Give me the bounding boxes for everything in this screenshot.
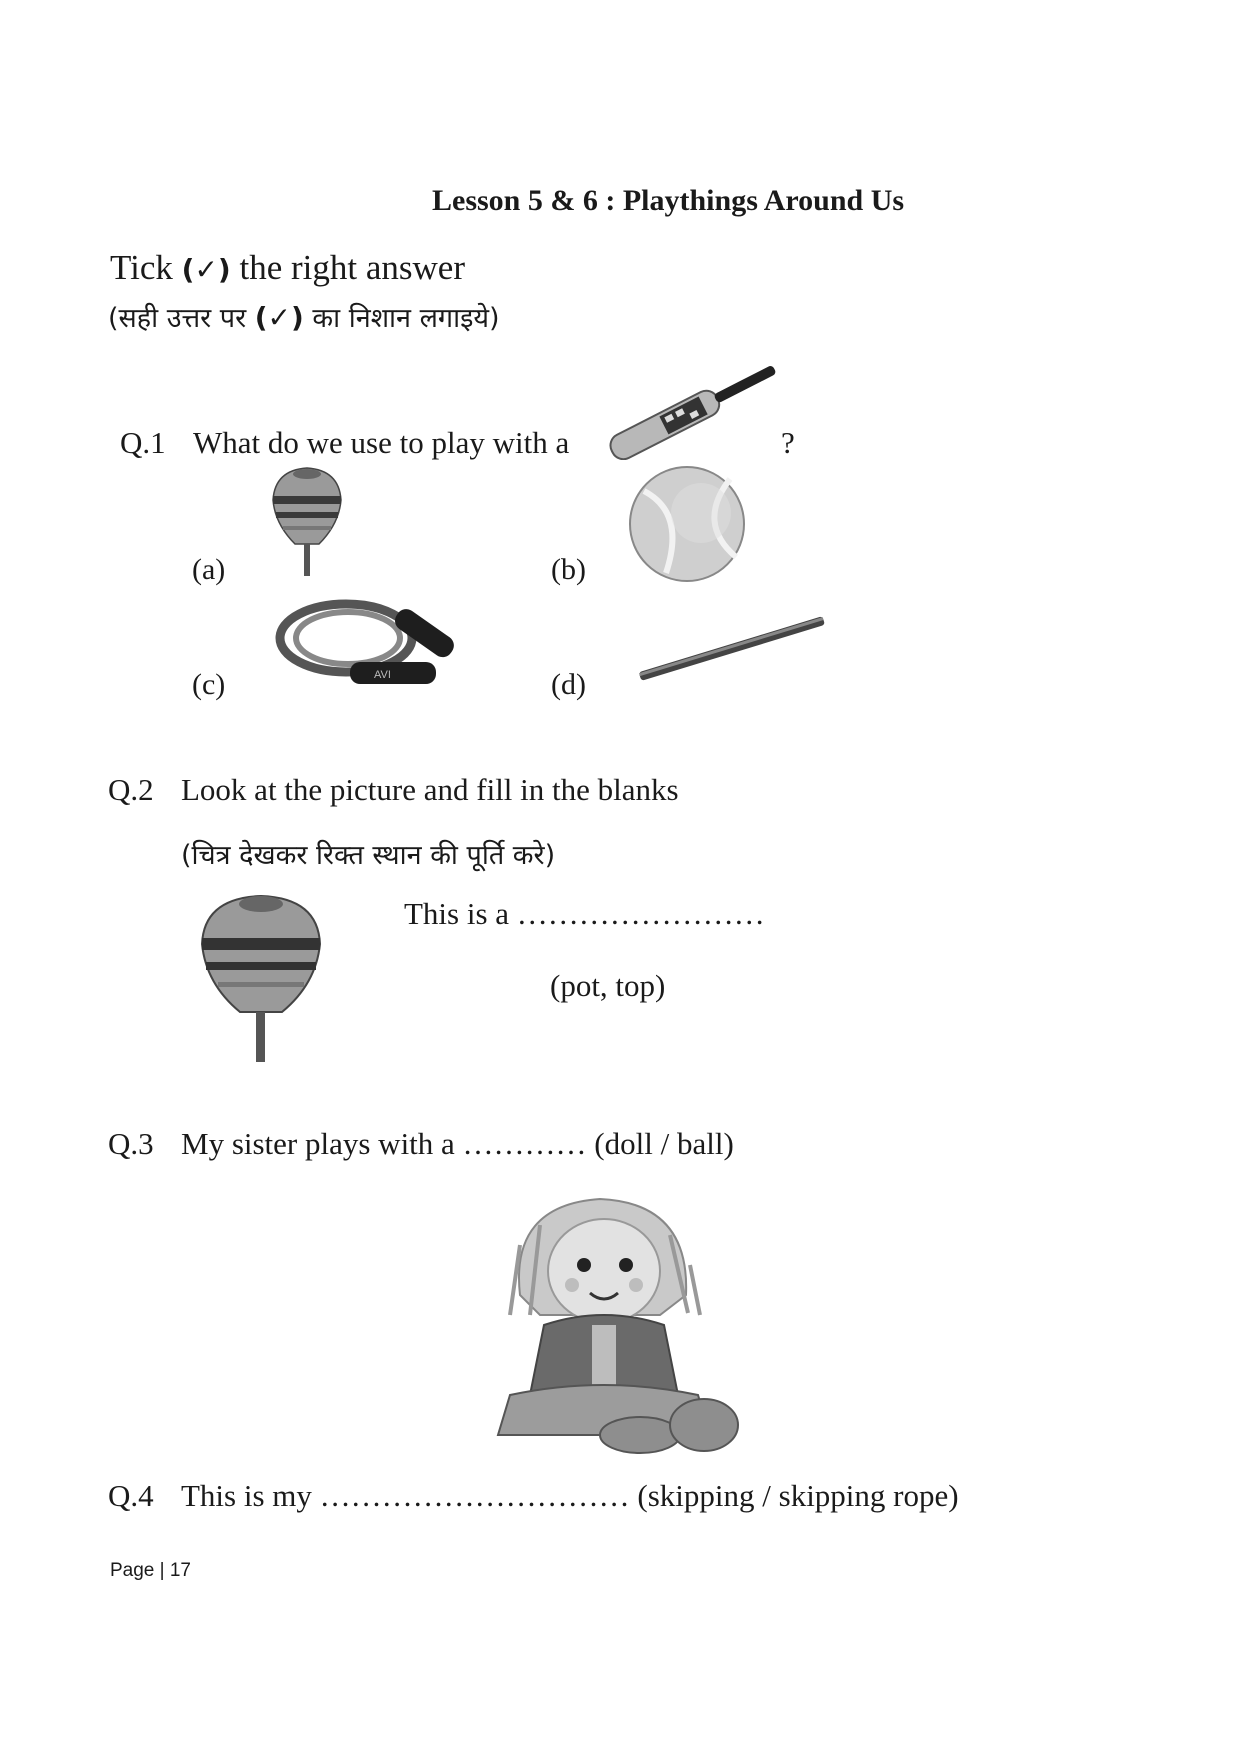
- stick-icon: [632, 604, 832, 694]
- q3-number: Q.3: [108, 1126, 154, 1161]
- q1-text: What do we use to play with a: [193, 425, 570, 460]
- q2-choices: (pot, top): [550, 968, 666, 1003]
- instruction-hindi-pre: (सही उत्तर पर: [108, 303, 247, 334]
- q4-number: Q.4: [108, 1478, 154, 1513]
- instruction-hindi-post: का निशान लगाइये): [312, 303, 500, 334]
- q3-text: My sister plays with a ………… (doll / ball): [181, 1126, 734, 1161]
- skipping-rope-icon: [266, 586, 470, 698]
- tick-symbol-hindi: (✓): [254, 301, 304, 334]
- cricket-bat-icon: [592, 360, 792, 460]
- tick-symbol: (✓): [181, 253, 231, 286]
- q1-option-b-label: (b): [551, 553, 586, 586]
- lesson-title: Lesson 5 & 6 : Playthings Around Us: [432, 184, 905, 217]
- q2-number: Q.2: [108, 772, 154, 807]
- spinning-top-icon: [198, 888, 324, 1066]
- q1-question-mark: ?: [781, 425, 795, 460]
- q1-number: Q.1: [120, 425, 166, 460]
- spinning-top-icon: [267, 462, 347, 580]
- instruction-hindi: [108, 298, 500, 335]
- q1-option-c-label: (c): [192, 668, 226, 701]
- q2-hindi: (चित्र देखकर रिक्त स्थान की पूर्ति करे): [181, 840, 556, 871]
- q2-text: Look at the picture and fill in the blanks: [181, 772, 679, 807]
- instruction-pre: Tick: [110, 248, 173, 287]
- tennis-ball-icon: [626, 463, 748, 585]
- q1-option-d-label: (d): [551, 668, 586, 701]
- page-number: Page | 17: [110, 1560, 192, 1581]
- rag-doll-icon: [480, 1185, 750, 1455]
- svg-text:AVI: AVI: [374, 669, 391, 681]
- q2-sentence: This is a ……………………: [404, 896, 765, 931]
- instruction-english: [110, 248, 465, 288]
- instruction-post: the right answer: [239, 248, 465, 287]
- q1-option-a-label: (a): [192, 553, 226, 586]
- q4-text: This is my ………………………… (skipping / skipping rope): [181, 1478, 959, 1513]
